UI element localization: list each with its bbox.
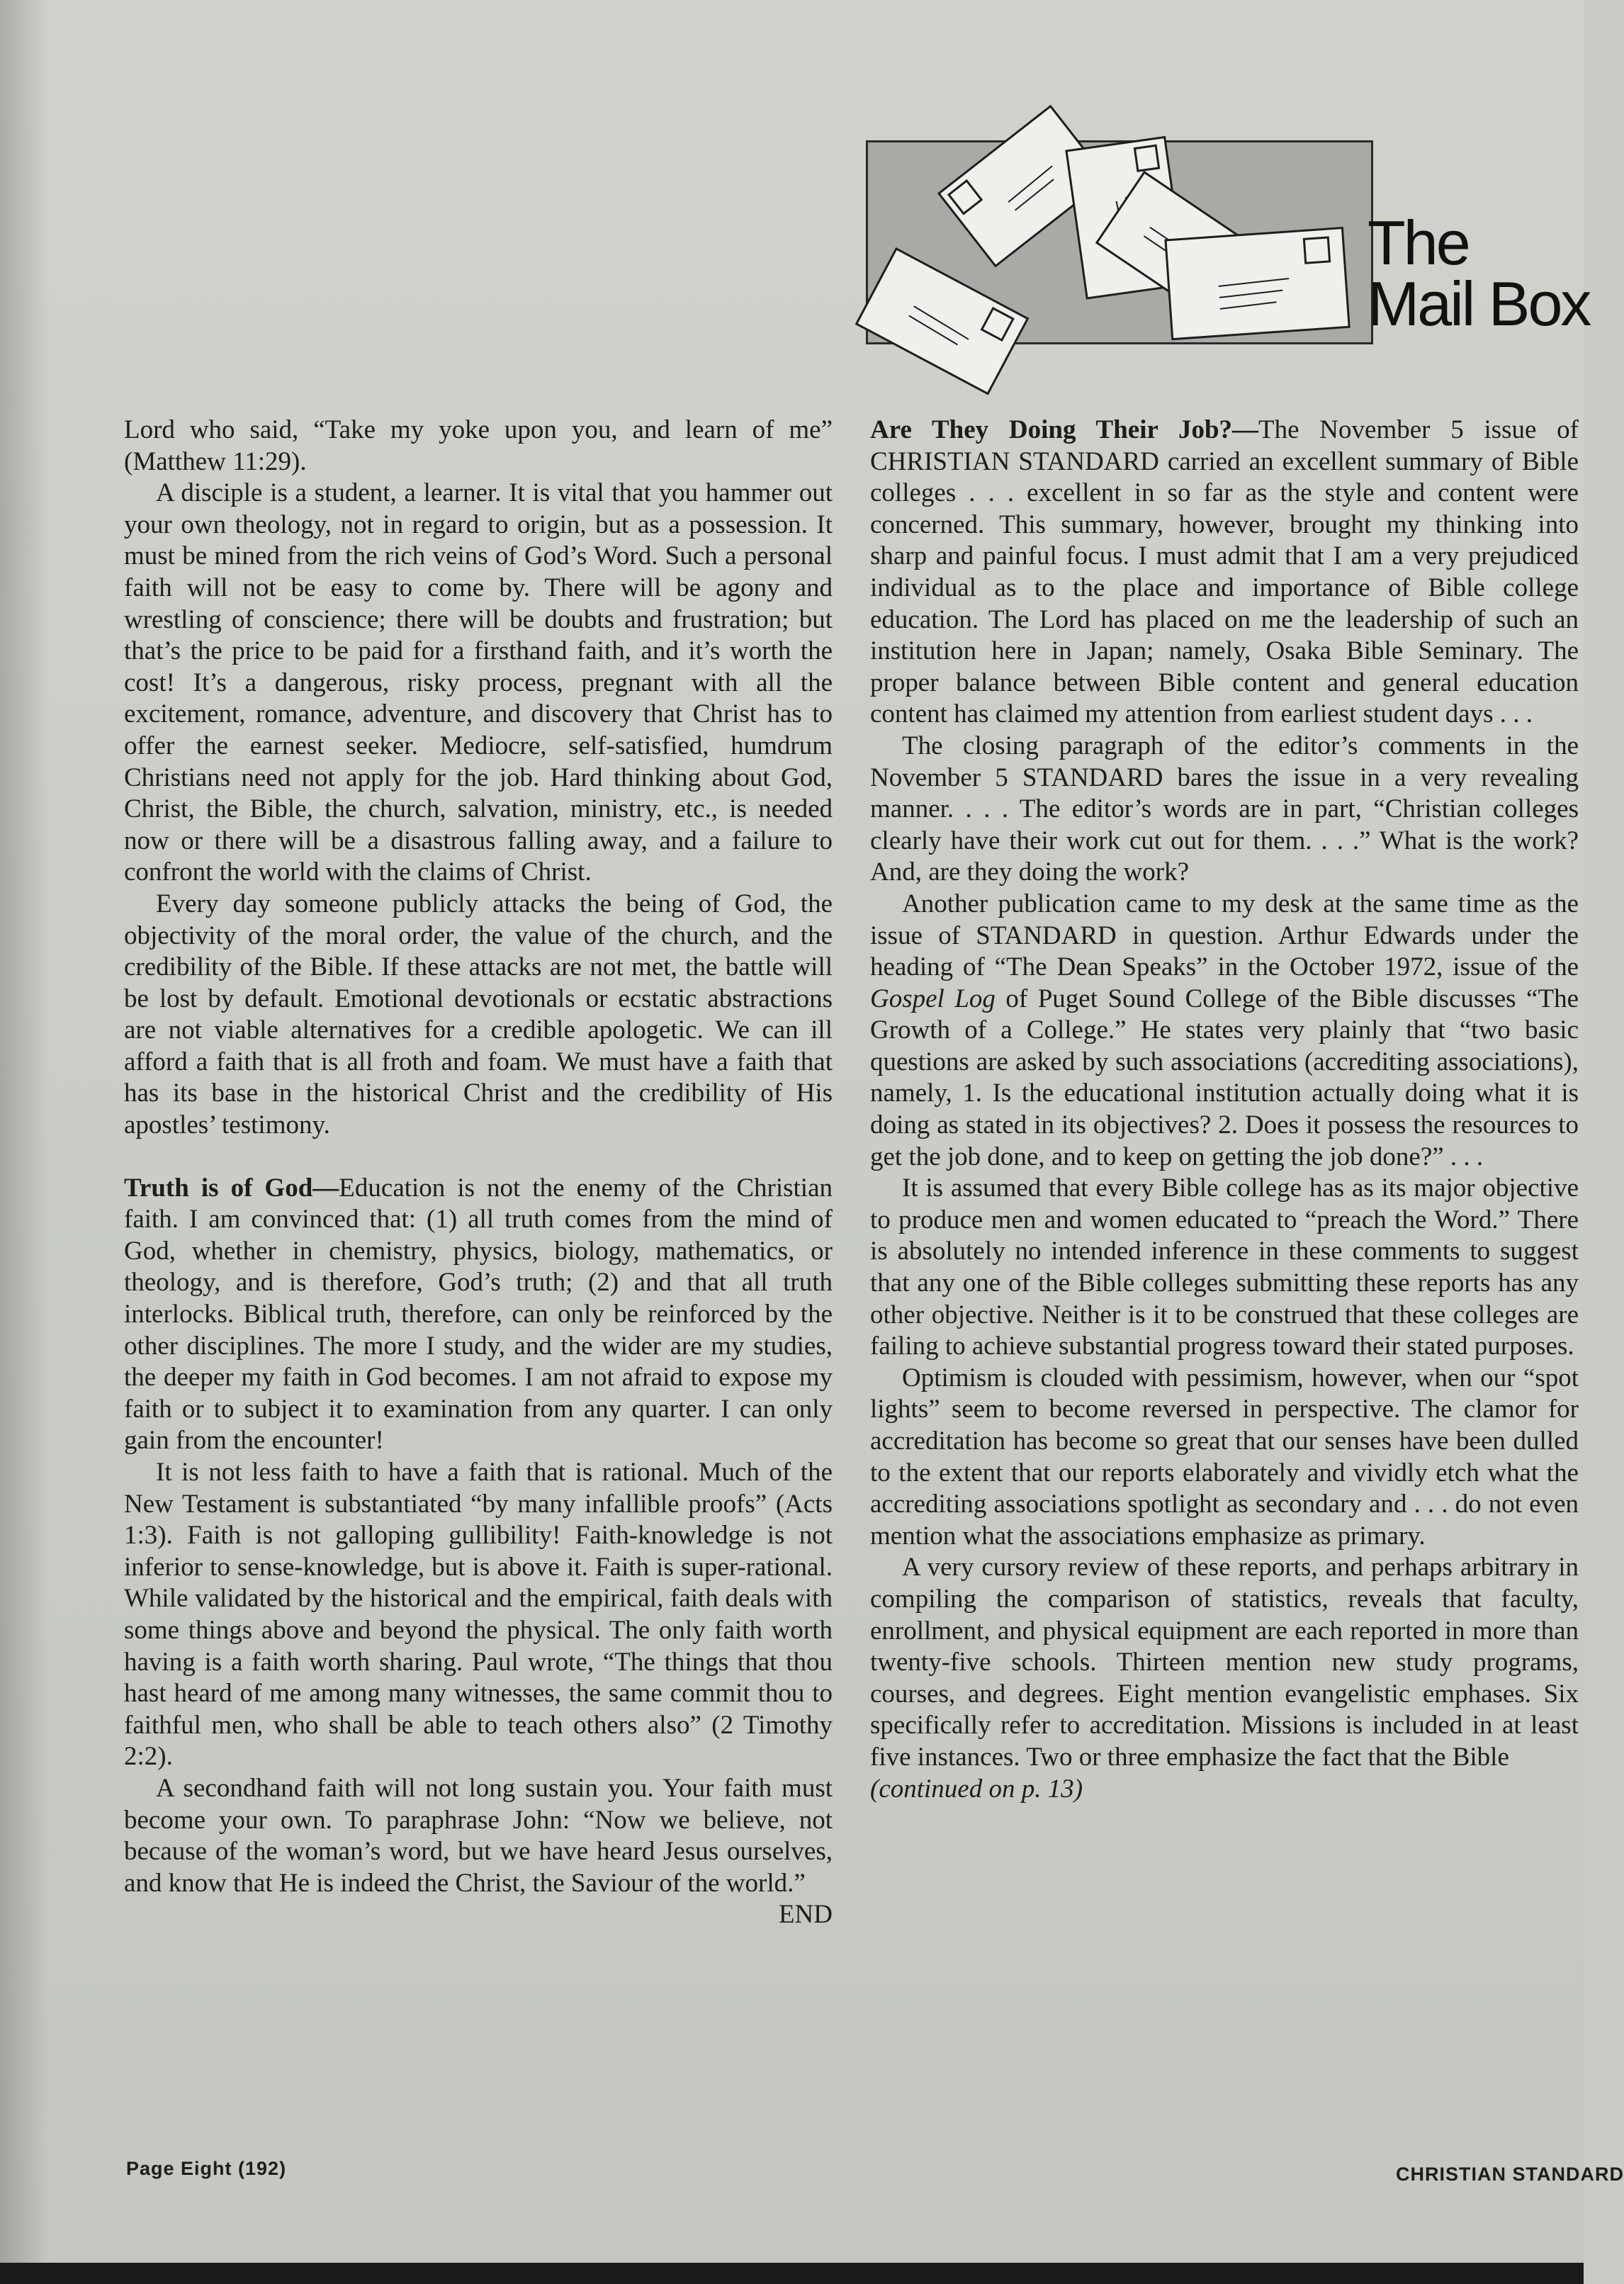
paragraph: It is not less faith to have a faith that is rational. Much of the New Testament is substantiated “by many infallible proofs” (Acts 1:3). Faith is not galloping gullibility! Faith-knowledge is not inferior to sense-knowledge, but is above it. Faith is super-rational. While validated by the historical and the empirical, faith deals with some things above and beyond the physical. The only faith worth having is a faith worth sharing. Paul wrote, “The things that thou hast heard of me among many witnesses, the same commit thou to faithful men, who shall be able to teach others also” (2 Timothy 2:2). (124, 1458, 833, 1772)
paragraph: Another publication came to my desk at the same time as the issue of STANDARD in question. Arthur Edwards under the heading of “The Dean Speaks” in the October 1972, issue of the Gospel Log of Puget Sound College of the Bible discusses “The Growth of a College.” He states very plainly that “two basic questions are asked by such associations (accrediting associations), namely, 1. Is the educational institution actually doing what it is doing as stated in its objectives? 2. Does it possess the resources to get the job done, and to keep on getting the job done?” . . . (870, 889, 1579, 1171)
end-mark: END (778, 1900, 833, 1930)
paragraph: Optimism is clouded with pessimism, however, when our “spot lights” seem to become reversed in perspective. The clamor for accreditation has become so great that our senses have been dulled to the extent that our reports elaborately and vividly etch what the accrediting associations spotlight as secondary and . . . do not even mention what the associations emphasize as primary. (870, 1363, 1579, 1551)
continued-note: (continued on p. 13) (870, 1774, 1083, 1804)
paragraph: Truth is of God—Education is not the enemy of the Christian faith. I am convinced that: (1) all truth comes from the mind of God, whether in chemistry, physics, biology, mathematics, or theology, and is therefore, God’s truth; (2) and that all truth interlocks. Biblical truth, therefore, can only be reinforced by the other disciplines. The more I study, and the wider are my studies, the deeper my faith in God becomes. I am not afraid to expose my faith or to subject it to examination from any quarter. I can only gain from the encounter! (124, 1173, 833, 1456)
paragraph: A disciple is a student, a learner. It is vital that you hammer out your own theology, not in regard to origin, but as a possession. It must be mined from the rich veins of God’s Word. Such a personal faith will not be easy to come by. There will be agony and wrestling of conscience; there will be doubts and frustration; but that’s the price to be paid for a firsthand faith, and it’s worth the cost! It’s a dangerous, risky process, pregnant with all the excitement, romance, adventure, and discovery that Christ has to offer the earnest seeker. Mediocre, self-satisfied, humdrum Christians need not apply for the job. Hard thinking about God, Christ, the Bible, the church, salvation, ministry, etc., is needed now or there will be a disastrous falling away, and a failure to confront the world with the claims of Christ. (124, 478, 833, 887)
paragraph: The closing paragraph of the editor’s comments in the November 5 STANDARD bares the issue in a very revealing manner. . . . The editor’s words are in part, “Christian colleges clearly have their work cut out for them. . . .” What is the work? And, are they doing the work? (870, 731, 1579, 887)
subhead: Are They Doing Their Job?— (870, 415, 1259, 444)
heading-line-2: Mail Box (1368, 269, 1590, 339)
envelopes-icon (868, 142, 1371, 342)
right-column (870, 415, 1579, 1805)
publication-name: CHRISTIAN STANDARD (1396, 2164, 1624, 2185)
subhead: Truth is of God— (124, 1173, 339, 1203)
page-number: Page Eight (192) (126, 2158, 287, 2179)
paragraph: Are They Doing Their Job?—The November 5 issue of CHRISTIAN STANDARD carried an excellent summary of Bible colleges . . . excellent in so far as the style and content were concerned. This summary, however, brought my thinking into sharp and painful focus. I must admit that I am a very prejudiced individual as to the place and importance of Bible college education. The Lord has placed on me the leadership of such an institution here in Japan; namely, Osaka Bible Seminary. The proper balance between Bible content and general education content has claimed my attention from earliest student days . . . (870, 415, 1579, 729)
paragraph: It is assumed that every Bible college has as its major objective to produce men and women educated to “preach the Word.” There is absolutely no intended inference in these comments to suggest that any one of the Bible colleges submitting these reports has any other objective. Neither is it to be construed that these colleges are failing to achieve substantial progress toward their stated purposes. (870, 1174, 1579, 1361)
left-column (124, 415, 833, 1931)
paragraph: A very cursory review of these reports, and perhaps arbitrary in compiling the comparison of statistics, reveals that faculty, enrollment, and physical equipment are each reported in more than twenty-five schools. Thirteen mention new study programs, courses, and degrees. Eight mention evangelistic emphases. Six specifically refer to accreditation. Missions is included in at least five instances. Two or three emphasize the fact that the Bible (870, 1553, 1579, 1772)
paragraph: Lord who said, “Take my yoke upon you, and learn of me” (Matthew 11:29). (124, 415, 833, 476)
binding-shadow (0, 0, 50, 2284)
envelopes-illustration (866, 140, 1373, 344)
paragraph: A secondhand faith will not long sustain you. Your faith must become your own. To paraphrase John: “Now we believe, not because of the woman’s word, but we have heard Jesus ourselves, and know that He is indeed the Christ, the Saviour of the world.” END (124, 1773, 833, 1899)
paragraph: Every day someone publicly attacks the being of God, the objectivity of the moral order, the value of the church, and the credibility of the Bible. If these attacks are not met, the battle will be lost by default. Emotional devotionals or ecstatic abstractions are not viable alternatives for a credible apologetic. We can ill afford a faith that is all froth and foam. We must have a faith that has its base in the historical Christ and the credibility of His apostles’ testimony. (124, 889, 833, 1140)
heading-line-1: The (1368, 208, 1469, 278)
right-column-clip (870, 415, 1584, 2130)
section-heading (1368, 208, 1590, 339)
page-bottom-edge (0, 2263, 1584, 2284)
